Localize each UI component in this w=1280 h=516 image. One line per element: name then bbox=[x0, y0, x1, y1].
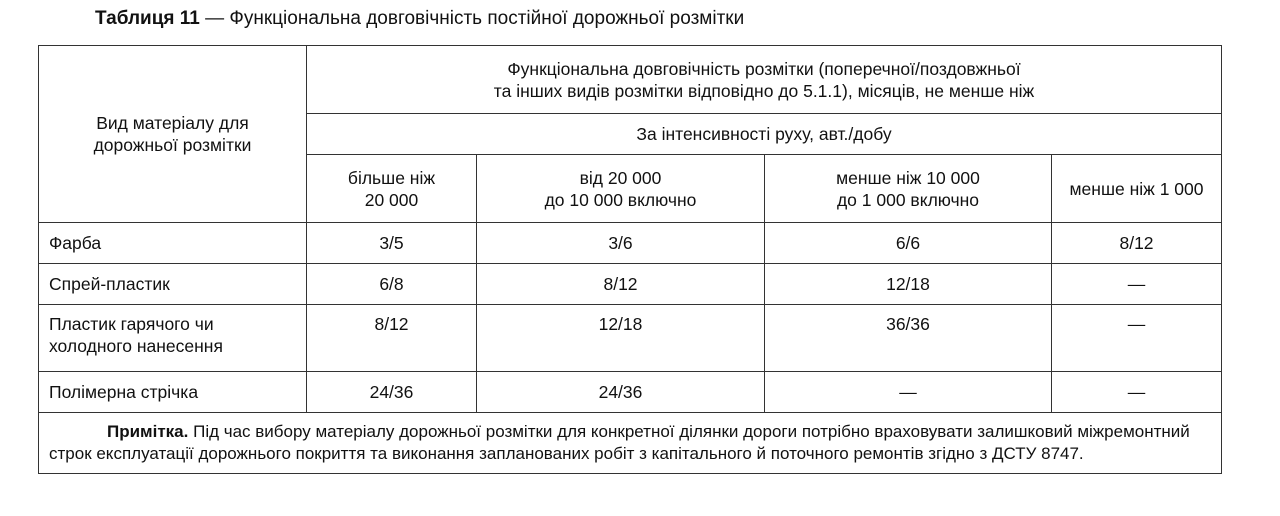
row-value: — bbox=[765, 372, 1052, 413]
row-material: Спрей-пластик bbox=[39, 264, 307, 305]
row-value: 6/8 bbox=[307, 264, 477, 305]
header-col-line: від 20 000 bbox=[579, 167, 662, 188]
header-material-line: Вид матеріалу для bbox=[96, 113, 249, 133]
table-caption bbox=[95, 7, 744, 31]
header-col-3 bbox=[765, 155, 1052, 223]
row-value: 12/18 bbox=[765, 264, 1052, 305]
table-row bbox=[39, 223, 1222, 264]
header-durability-line: та інших видів розмітки відповідно до 5.1.1), місяців, не менше ніж bbox=[493, 80, 1035, 101]
header-col-2 bbox=[477, 155, 765, 223]
header-material-line: дорожньої розмітки bbox=[93, 135, 252, 155]
header-col-line: більше ніж bbox=[347, 167, 436, 188]
row-value: — bbox=[1052, 372, 1222, 413]
header-col-4 bbox=[1052, 155, 1222, 223]
table-note bbox=[39, 413, 1222, 474]
row-value: 3/5 bbox=[307, 223, 477, 264]
header-material bbox=[39, 46, 307, 223]
header-col-line: до 1 000 включно bbox=[836, 189, 980, 210]
note-label: Примітка. bbox=[107, 422, 189, 441]
header-durability-line: Функціональна довговічність розмітки (поперечної/поздовжньої bbox=[507, 58, 1021, 79]
table-row bbox=[39, 305, 1222, 372]
row-material-line: Пластик гарячого чи bbox=[49, 314, 214, 334]
header-col-line: менше ніж 1 000 bbox=[1069, 178, 1204, 199]
row-value: 8/12 bbox=[1052, 223, 1222, 264]
header-intensity: За інтенсивності руху, авт./добу bbox=[307, 114, 1222, 155]
row-value: 24/36 bbox=[307, 372, 477, 413]
header-col-line: до 10 000 включно bbox=[544, 189, 697, 210]
caption-title: — Функціональна довговічність постійної дорожньої розмітки bbox=[199, 8, 745, 29]
table-row bbox=[39, 264, 1222, 305]
row-value: — bbox=[1052, 264, 1222, 305]
row-value: — bbox=[1052, 305, 1222, 372]
durability-table bbox=[38, 45, 1222, 474]
header-durability bbox=[307, 46, 1222, 114]
table-row bbox=[39, 372, 1222, 413]
row-value: 6/6 bbox=[765, 223, 1052, 264]
header-col-line: менше ніж 10 000 bbox=[836, 167, 980, 188]
row-value: 24/36 bbox=[477, 372, 765, 413]
row-value: 8/12 bbox=[307, 305, 477, 372]
row-value: 8/12 bbox=[477, 264, 765, 305]
row-material bbox=[39, 305, 307, 372]
row-material: Полімерна стрічка bbox=[39, 372, 307, 413]
row-value: 12/18 bbox=[477, 305, 765, 372]
caption-label: Таблиця 11 bbox=[95, 8, 200, 29]
header-col-1 bbox=[307, 155, 477, 223]
note-row bbox=[39, 413, 1222, 474]
row-material-line: холодного нанесення bbox=[49, 336, 223, 356]
row-value: 36/36 bbox=[765, 305, 1052, 372]
row-material: Фарба bbox=[39, 223, 307, 264]
note-text: Під час вибору матеріалу дорожньої розмітки для конкретної ділянки дороги потрібно враховувати залишковий міжремонтний строк експлуатації дорожнього покриття та виконання запланованих робіт з капітального й поточного ремонтів згідно з ДСТУ 8747. bbox=[49, 422, 1190, 463]
row-value: 3/6 bbox=[477, 223, 765, 264]
header-col-line: 20 000 bbox=[364, 189, 419, 210]
